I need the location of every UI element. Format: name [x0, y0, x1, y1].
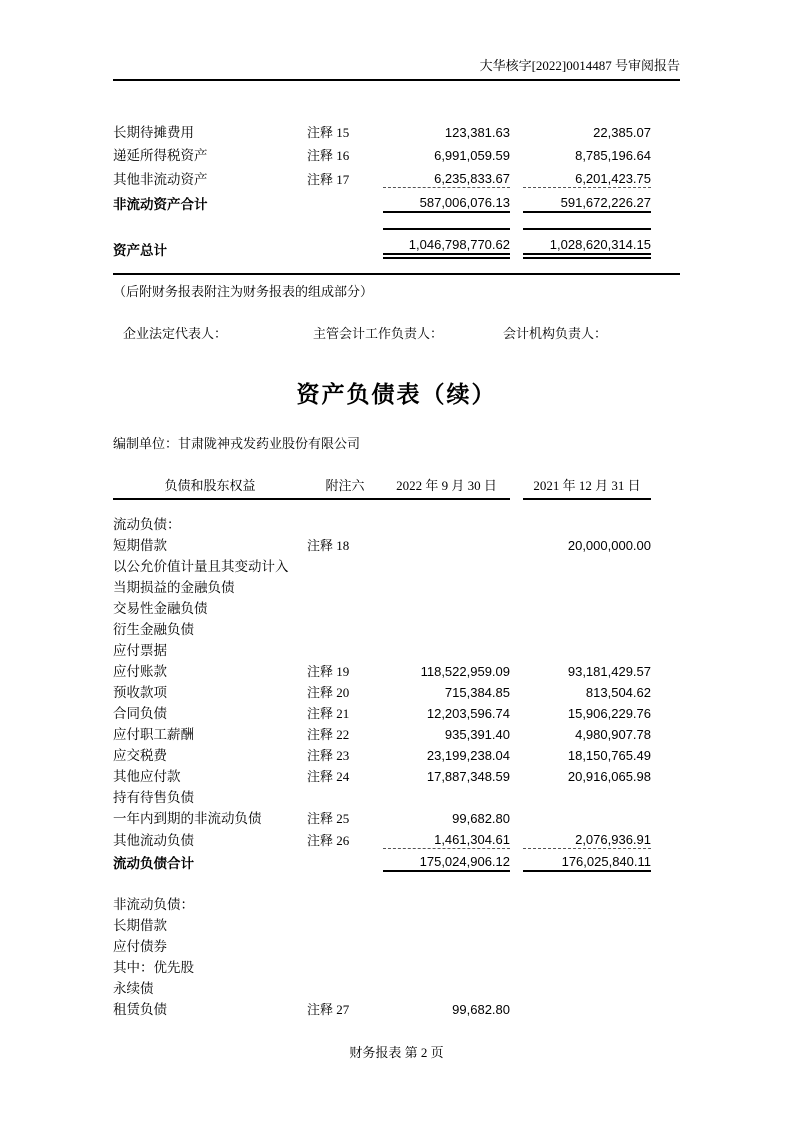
row-label: 流动负债合计 [113, 856, 194, 872]
column-gap [510, 228, 523, 259]
amount-prior [523, 997, 651, 1018]
row-label: 其他流动负债 [113, 833, 194, 849]
amount-current: 99,682.80 [452, 1002, 510, 1018]
liabilities-equity-table [113, 472, 651, 1018]
amount-current: 118,522,959.09 [420, 664, 510, 680]
amount-prior: 1,028,620,314.15 [523, 228, 651, 259]
note-ref [307, 955, 383, 976]
amount-current [383, 575, 510, 596]
note-ref: 注释 23 [307, 748, 350, 764]
amount-current [383, 500, 510, 533]
amount-current [383, 976, 510, 997]
amount-prior: 591,672,226.27 [523, 188, 651, 213]
row-label: 租赁负债 [113, 1002, 167, 1018]
note-ref [307, 188, 383, 213]
amount-current: 17,887,348.59 [426, 769, 510, 785]
row-label: 持有待售负债 [113, 790, 194, 806]
column-gap [510, 997, 523, 1018]
column-gap [510, 638, 523, 659]
table-row [113, 722, 651, 743]
spacer-row [113, 872, 651, 892]
row-label: 合同负债 [113, 706, 167, 722]
table-row [113, 596, 651, 617]
amount-prior [523, 785, 651, 806]
amount-current: 175,024,906.12 [383, 849, 510, 872]
table-row [113, 997, 651, 1018]
amount-current: 99,682.80 [452, 811, 510, 827]
column-gap [510, 913, 523, 934]
column-gap [510, 596, 523, 617]
note-ref [307, 976, 383, 997]
page-footer: 财务报表 第 2 页 [349, 1045, 444, 1060]
table-row [113, 892, 651, 913]
table-row [113, 849, 651, 872]
table-header-row [113, 472, 651, 500]
table-row [113, 827, 651, 849]
table-row [113, 533, 651, 554]
table-row [113, 638, 651, 659]
column-gap [510, 722, 523, 743]
row-label: 应交税费 [113, 748, 167, 764]
row-label: 非流动资产合计 [113, 197, 208, 213]
amount-prior [523, 955, 651, 976]
amount-prior [523, 913, 651, 934]
row-label: 预收款项 [113, 685, 167, 701]
note-ref: 注释 19 [307, 664, 350, 680]
amount-prior [523, 892, 651, 913]
column-gap [510, 164, 523, 188]
note-ref [307, 596, 383, 617]
note-ref: 注释 22 [307, 727, 350, 743]
amount-prior: 18,150,765.49 [567, 748, 651, 764]
column-gap [510, 533, 523, 554]
column-gap [510, 554, 523, 575]
amount-current [383, 955, 510, 976]
column-gap [510, 955, 523, 976]
column-header-current-period: 2022 年 9 月 30 日 [383, 472, 510, 500]
table-row [113, 701, 651, 722]
row-label: 其中：优先股 [113, 960, 194, 976]
table-row [113, 141, 651, 164]
row-label: 应付票据 [113, 643, 167, 659]
amount-current [383, 785, 510, 806]
note-ref: 注释 18 [307, 538, 350, 554]
amount-prior [523, 617, 651, 638]
table-row [113, 188, 651, 213]
note-ref: 注释 21 [307, 706, 350, 722]
column-gap [510, 849, 523, 872]
column-gap [510, 141, 523, 164]
legal-representative-label: 企业法定代表人： [123, 326, 228, 341]
table-row [113, 500, 651, 533]
row-label: 资产总计 [113, 243, 167, 259]
accounting-head-label: 会计机构负责人： [503, 326, 608, 341]
amount-current [383, 617, 510, 638]
amount-prior: 813,504.62 [585, 685, 651, 701]
table-row [113, 575, 651, 596]
amount-prior: 15,906,229.76 [567, 706, 651, 722]
prepared-by-label: 编制单位： [113, 436, 179, 451]
column-gap [510, 785, 523, 806]
table-row [113, 118, 651, 141]
row-label: 衍生金融负债 [113, 622, 194, 638]
table-row [113, 554, 651, 575]
amount-prior: 2,076,936.91 [523, 827, 651, 849]
prepared-by-line [113, 433, 680, 452]
note-ref [307, 500, 383, 533]
row-label: 其他非流动资产 [113, 172, 208, 188]
amount-prior: 176,025,840.11 [523, 849, 651, 872]
row-label: 应付职工薪酬 [113, 727, 194, 743]
column-gap [510, 743, 523, 764]
amount-current: 715,384.85 [444, 685, 510, 701]
column-gap [510, 976, 523, 997]
note-ref: 注释 17 [307, 172, 350, 188]
amount-current [383, 913, 510, 934]
table-row [113, 955, 651, 976]
amount-current: 1,461,304.61 [383, 827, 510, 849]
report-number: 大华核字[2022]0014487 号审阅报告 [113, 0, 680, 81]
note-ref: 注释 25 [307, 811, 350, 827]
row-label: 其他应付款 [113, 769, 181, 785]
row-label: 永续债 [113, 981, 154, 997]
amount-prior [523, 934, 651, 955]
column-header-prior-period: 2021 年 12 月 31 日 [523, 472, 651, 500]
amount-current [383, 934, 510, 955]
amount-prior [523, 554, 651, 575]
row-label: 长期借款 [113, 918, 167, 934]
column-gap [510, 764, 523, 785]
amount-current: 23,199,238.04 [426, 748, 510, 764]
amount-current [383, 533, 510, 554]
amount-current [383, 892, 510, 913]
column-header-note: 附注六 [307, 472, 383, 500]
note-ref: 注释 26 [307, 833, 350, 849]
note-ref [307, 849, 383, 872]
column-gap [510, 892, 523, 913]
note-ref: 注释 15 [307, 125, 350, 141]
row-label: 短期借款 [113, 538, 167, 554]
amount-prior: 20,916,065.98 [567, 769, 651, 785]
amount-prior [523, 976, 651, 997]
page-content [113, 0, 680, 1018]
amount-current: 6,991,059.59 [434, 148, 510, 164]
note-ref: 注释 27 [307, 1002, 350, 1018]
table-row [113, 164, 651, 188]
table-row [113, 934, 651, 955]
note-ref [307, 617, 383, 638]
amount-current: 12,203,596.74 [426, 706, 510, 722]
row-label: 交易性金融负债 [113, 601, 208, 617]
note-ref: 注释 16 [307, 148, 350, 164]
column-gap [510, 701, 523, 722]
column-header-label: 负债和股东权益 [113, 472, 307, 500]
note-ref [307, 575, 383, 596]
column-gap [510, 827, 523, 849]
note-ref [307, 934, 383, 955]
table-row [113, 976, 651, 997]
note-ref: 注释 24 [307, 769, 350, 785]
row-label: 流动负债： [113, 517, 181, 533]
table-row [113, 785, 651, 806]
column-gap [510, 617, 523, 638]
table-row [113, 743, 651, 764]
column-gap [510, 118, 523, 141]
row-label: 应付债券 [113, 939, 167, 955]
company-name: 甘肃陇神戎发药业股份有限公司 [178, 436, 361, 451]
amount-current: 935,391.40 [444, 727, 510, 743]
assets-continued-table [113, 118, 651, 259]
amount-current: 123,381.63 [444, 125, 510, 141]
amount-prior: 8,785,196.64 [575, 148, 651, 164]
amount-prior: 93,181,429.57 [567, 664, 651, 680]
attachment-note: （后附财务报表附注为财务报表的组成部分） [113, 284, 374, 299]
column-gap [510, 806, 523, 827]
column-gap [510, 680, 523, 701]
amount-prior [523, 596, 651, 617]
column-gap [510, 659, 523, 680]
amount-prior: 20,000,000.00 [567, 538, 651, 554]
amount-current [383, 638, 510, 659]
table-row [113, 913, 651, 934]
row-label: 当期损益的金融负债 [113, 580, 235, 596]
amount-prior [523, 638, 651, 659]
row-label: 一年内到期的非流动负债 [113, 811, 262, 827]
column-gap [510, 472, 523, 500]
note-ref [307, 913, 383, 934]
row-label: 递延所得税资产 [113, 148, 208, 164]
table-row [113, 659, 651, 680]
amount-current [383, 596, 510, 617]
note-ref: 注释 20 [307, 685, 350, 701]
row-label: 非流动负债： [113, 897, 194, 913]
spacer-row [113, 213, 651, 228]
amount-prior: 6,201,423.75 [523, 164, 651, 188]
amount-prior: 22,385.07 [593, 125, 651, 141]
signatory-line [113, 323, 680, 340]
amount-prior [523, 806, 651, 827]
row-label: 应付账款 [113, 664, 167, 680]
table-row [113, 680, 651, 701]
table-row [113, 806, 651, 827]
column-gap [510, 934, 523, 955]
column-gap [510, 500, 523, 533]
chief-accountant-label: 主管会计工作负责人： [313, 326, 444, 341]
amount-prior [523, 500, 651, 533]
note-ref [307, 892, 383, 913]
amount-current: 6,235,833.67 [383, 164, 510, 188]
note-ref [307, 638, 383, 659]
amount-current: 587,006,076.13 [383, 188, 510, 213]
table-row [113, 228, 651, 259]
amount-prior [523, 575, 651, 596]
row-label: 以公允价值计量且其变动计入 [113, 559, 289, 575]
amount-prior: 4,980,907.78 [575, 727, 651, 743]
amount-current: 1,046,798,770.62 [383, 228, 510, 259]
statement-title: 资产负债表（续） [296, 382, 497, 407]
note-ref [307, 785, 383, 806]
row-label: 长期待摊费用 [113, 125, 194, 141]
table-row [113, 617, 651, 638]
note-ref [307, 228, 383, 259]
column-gap [510, 188, 523, 213]
table-row [113, 764, 651, 785]
amount-current [383, 554, 510, 575]
note-ref [307, 554, 383, 575]
column-gap [510, 575, 523, 596]
